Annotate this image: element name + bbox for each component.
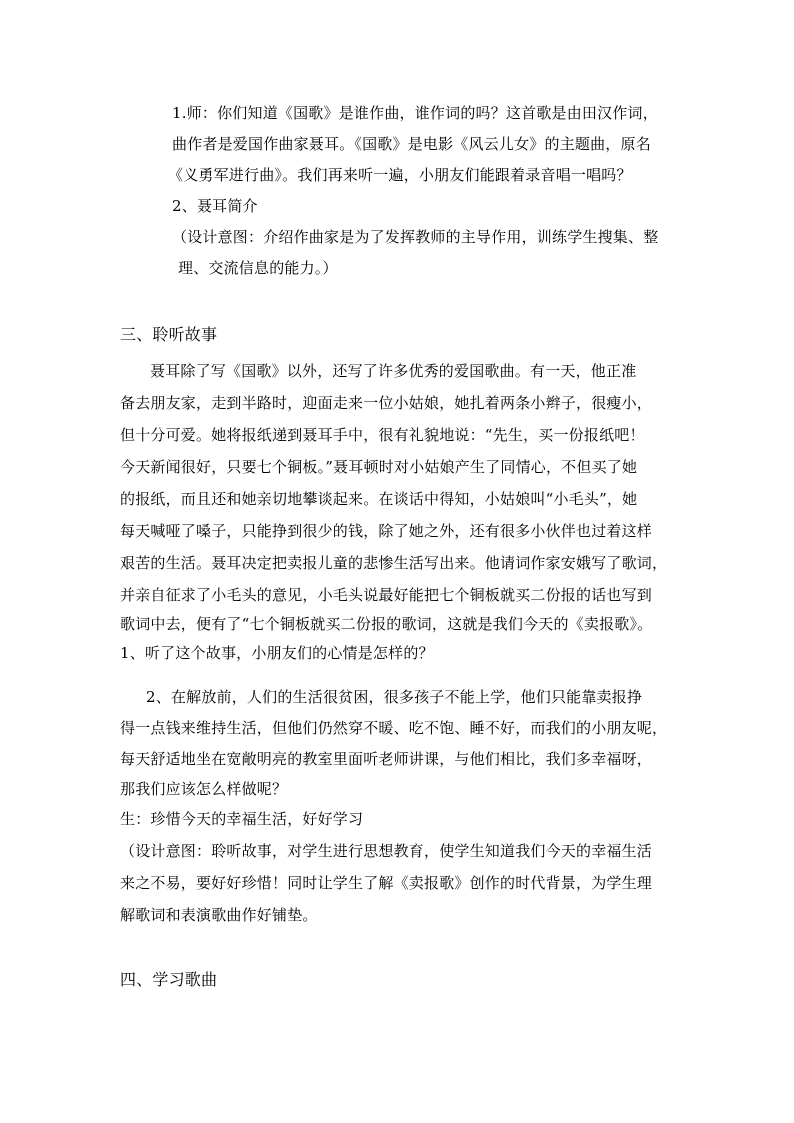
question-line: 每天舒适地坐在宽敞明亮的教室里面听老师讲课，与他们相比，我们多幸福呀， xyxy=(120,750,653,768)
question-line: 那我们应该怎么样做呢？ xyxy=(120,780,288,798)
paragraph-line: 《义勇军进行曲》。我们再来听一遍，小朋友们能跟着录音唱一唱吗？ xyxy=(168,166,632,184)
question-line: 2、在解放前，人们的生活很贫困，很多孩子不能上学，他们只能靠卖报挣 xyxy=(146,688,643,706)
design-intent-line: 来之不易，要好好珍惜！同时让学生了解《卖报歌》创作的时代背景，为学生理 xyxy=(120,874,653,892)
question-line: 1、听了这个故事，小朋友们的心情是怎样的？ xyxy=(120,644,434,662)
story-line: 艰苦的生活。聂耳决定把卖报儿童的悲惨生活写出来。他请词作家安娥写了歌词， xyxy=(120,554,668,572)
story-line: 聂耳除了写《国歌》以外，还写了许多优秀的爱国歌曲。有一天，他正准 xyxy=(150,362,637,380)
story-line: 备去朋友家，走到半路时，迎面走来一位小姑娘，她扎着两条小辫子，很瘦小， xyxy=(120,394,653,412)
section-heading-4: 四、学习歌曲 xyxy=(120,970,218,989)
story-line: 今天新闻很好，只要七个铜板。”聂耳顿时对小姑娘产生了同情心，不但买了她 xyxy=(120,458,638,476)
design-intent-line: 理、交流信息的能力。） xyxy=(178,259,338,277)
story-line: 但十分可爱。她将报纸递到聂耳手中，很有礼貌地说：“先生，买一份报纸吧！ xyxy=(120,426,645,444)
paragraph-line: 曲作者是爱国作曲家聂耳。《国歌》是电影《风云儿女》的主题曲，原名 xyxy=(172,135,651,153)
subheading-line: 2、聂耳简介 xyxy=(172,197,258,215)
story-line: 歌词中去，便有了“七个铜板就买二份报的歌词，这就是我们今天的《卖报歌》。 xyxy=(120,615,653,633)
student-answer: 生：珍惜今天的幸福生活，好好学习 xyxy=(120,810,364,828)
design-intent-line: （设计意图：聆听故事，对学生进行思想教育，使学生知道我们今天的幸福生活 xyxy=(120,842,653,860)
design-intent-line: 解歌词和表演歌曲作好铺垫。 xyxy=(120,906,318,924)
design-intent-line: （设计意图：介绍作曲家是为了发挥教师的主导作用，训练学生搜集、整 xyxy=(172,228,659,246)
question-line: 得一点钱来维持生活，但他们仍然穿不暖、吃不饱、睡不好，而我们的小朋友呢， xyxy=(120,719,668,737)
story-line: 的报纸，而且还和她亲切地攀谈起来。在谈话中得知，小姑娘叫“小毛头”，她 xyxy=(120,490,638,508)
section-heading-3: 三、聆听故事 xyxy=(120,325,218,344)
story-line: 并亲自征求了小毛头的意见，小毛头说最好能把七个铜板就买二份报的话也写到 xyxy=(120,586,653,604)
paragraph-line: 1.师：你们知道《国歌》是谁作曲，谁作词的吗？这首歌是由田汉作词， xyxy=(172,104,658,122)
story-line: 每天喊哑了嗓子，只能挣到很少的钱，除了她之外，还有很多小伙伴也过着这样 xyxy=(120,522,653,540)
